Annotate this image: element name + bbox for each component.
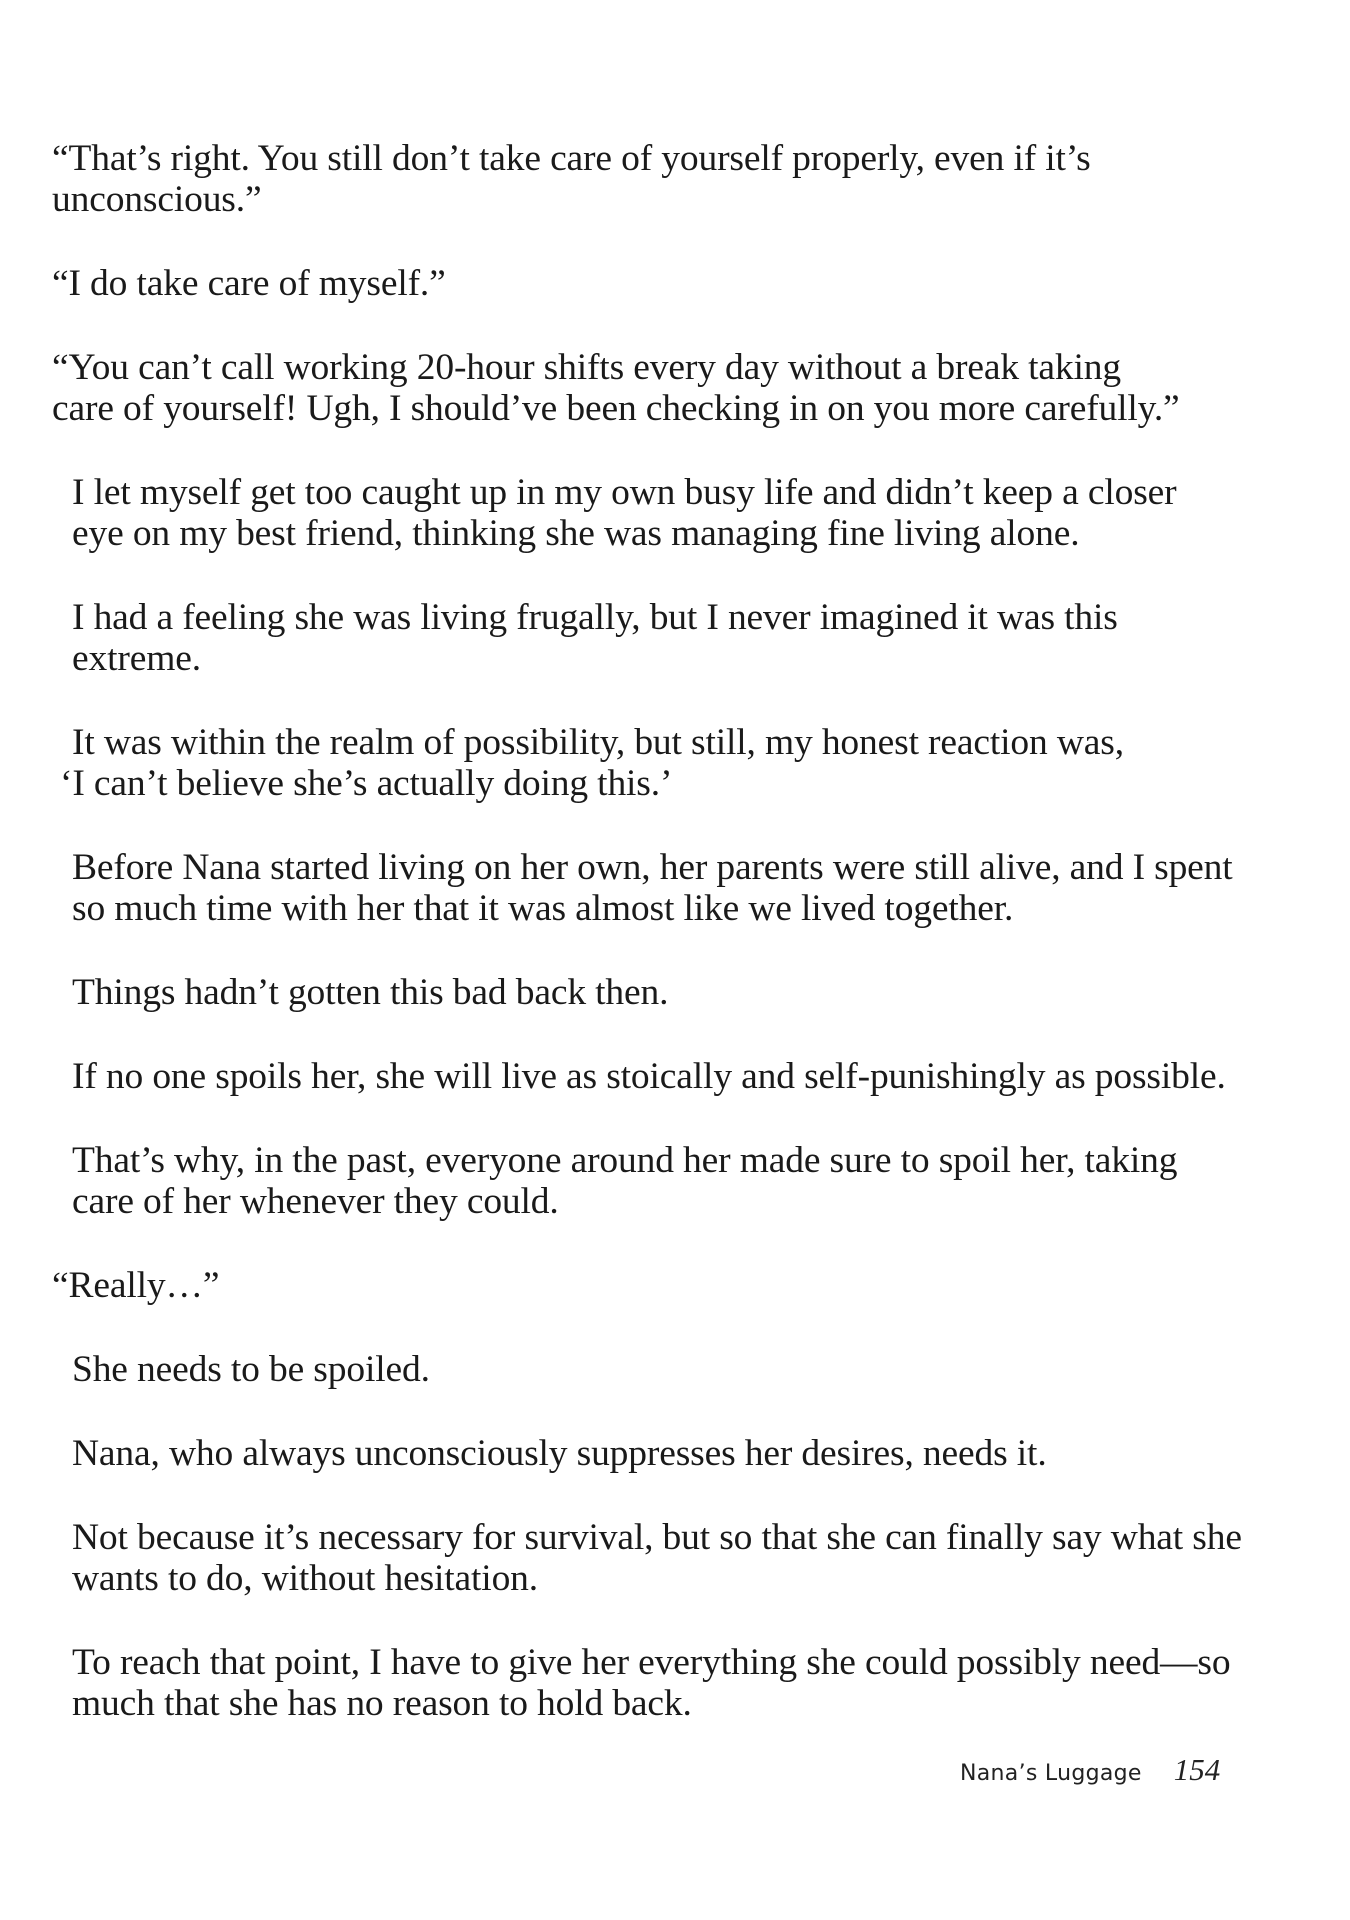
text-line: Things hadn’t gotten this bad back then.: [72, 972, 669, 1013]
paragraph-8: [52, 972, 1322, 1013]
paragraph-3: [52, 347, 1322, 429]
text-line: unconscious.”: [52, 179, 262, 220]
page-footer: [960, 1752, 1220, 1788]
text-line: To reach that point, I have to give her everything she could possibly need—so: [72, 1642, 1231, 1683]
paragraph-4: [52, 472, 1322, 554]
paragraph-1: [52, 138, 1322, 220]
text-line: ‘I can’t believe she’s actually doing this.’: [60, 763, 673, 804]
page-number: 154: [1173, 1752, 1221, 1787]
text-line: I had a feeling she was living frugally, but I never imagined it was this: [72, 597, 1118, 638]
paragraph-13: [52, 1433, 1322, 1474]
text-line: Before Nana started living on her own, her parents were still alive, and I spent: [72, 847, 1233, 888]
paragraph-6: [52, 722, 1322, 804]
paragraph-5: [52, 597, 1322, 679]
body-text: [52, 138, 1322, 1767]
text-line: much that she has no reason to hold back.: [72, 1683, 692, 1724]
paragraph-7: [52, 847, 1322, 929]
text-line: “I do take care of myself.”: [52, 263, 446, 304]
text-line: so much time with her that it was almost like we lived together.: [72, 888, 1014, 929]
text-line: care of her whenever they could.: [72, 1181, 559, 1222]
text-line: It was within the realm of possibility, but still, my honest reaction was,: [72, 722, 1124, 763]
paragraph-2: [52, 263, 1322, 304]
paragraph-10: [52, 1140, 1322, 1222]
text-line: “That’s right. You still don’t take care of yourself properly, even if it’s: [52, 138, 1091, 179]
text-line: “You can’t call working 20-hour shifts every day without a break taking: [52, 347, 1121, 388]
text-line: Not because it’s necessary for survival, but so that she can finally say what she: [72, 1517, 1242, 1558]
text-line: “Really…”: [52, 1265, 220, 1306]
paragraph-15: [52, 1642, 1322, 1724]
paragraph-12: [52, 1349, 1322, 1390]
text-line: Nana, who always unconsciously suppresses her desires, needs it.: [72, 1433, 1047, 1474]
text-line: extreme.: [72, 638, 201, 679]
paragraph-14: [52, 1517, 1322, 1599]
text-line: She needs to be spoiled.: [72, 1349, 430, 1390]
text-line: care of yourself! Ugh, I should’ve been checking in on you more carefully.”: [52, 388, 1180, 429]
paragraph-11: [52, 1265, 1322, 1306]
text-line: eye on my best friend, thinking she was managing fine living alone.: [72, 513, 1080, 554]
running-title: Nana’s Luggage: [960, 1761, 1142, 1786]
text-line: If no one spoils her, she will live as stoically and self-punishingly as possible.: [72, 1056, 1226, 1097]
paragraph-9: [52, 1056, 1322, 1097]
text-line: wants to do, without hesitation.: [72, 1558, 539, 1599]
text-line: I let myself get too caught up in my own busy life and didn’t keep a closer: [72, 472, 1177, 513]
text-line: That’s why, in the past, everyone around her made sure to spoil her, taking: [72, 1140, 1178, 1181]
